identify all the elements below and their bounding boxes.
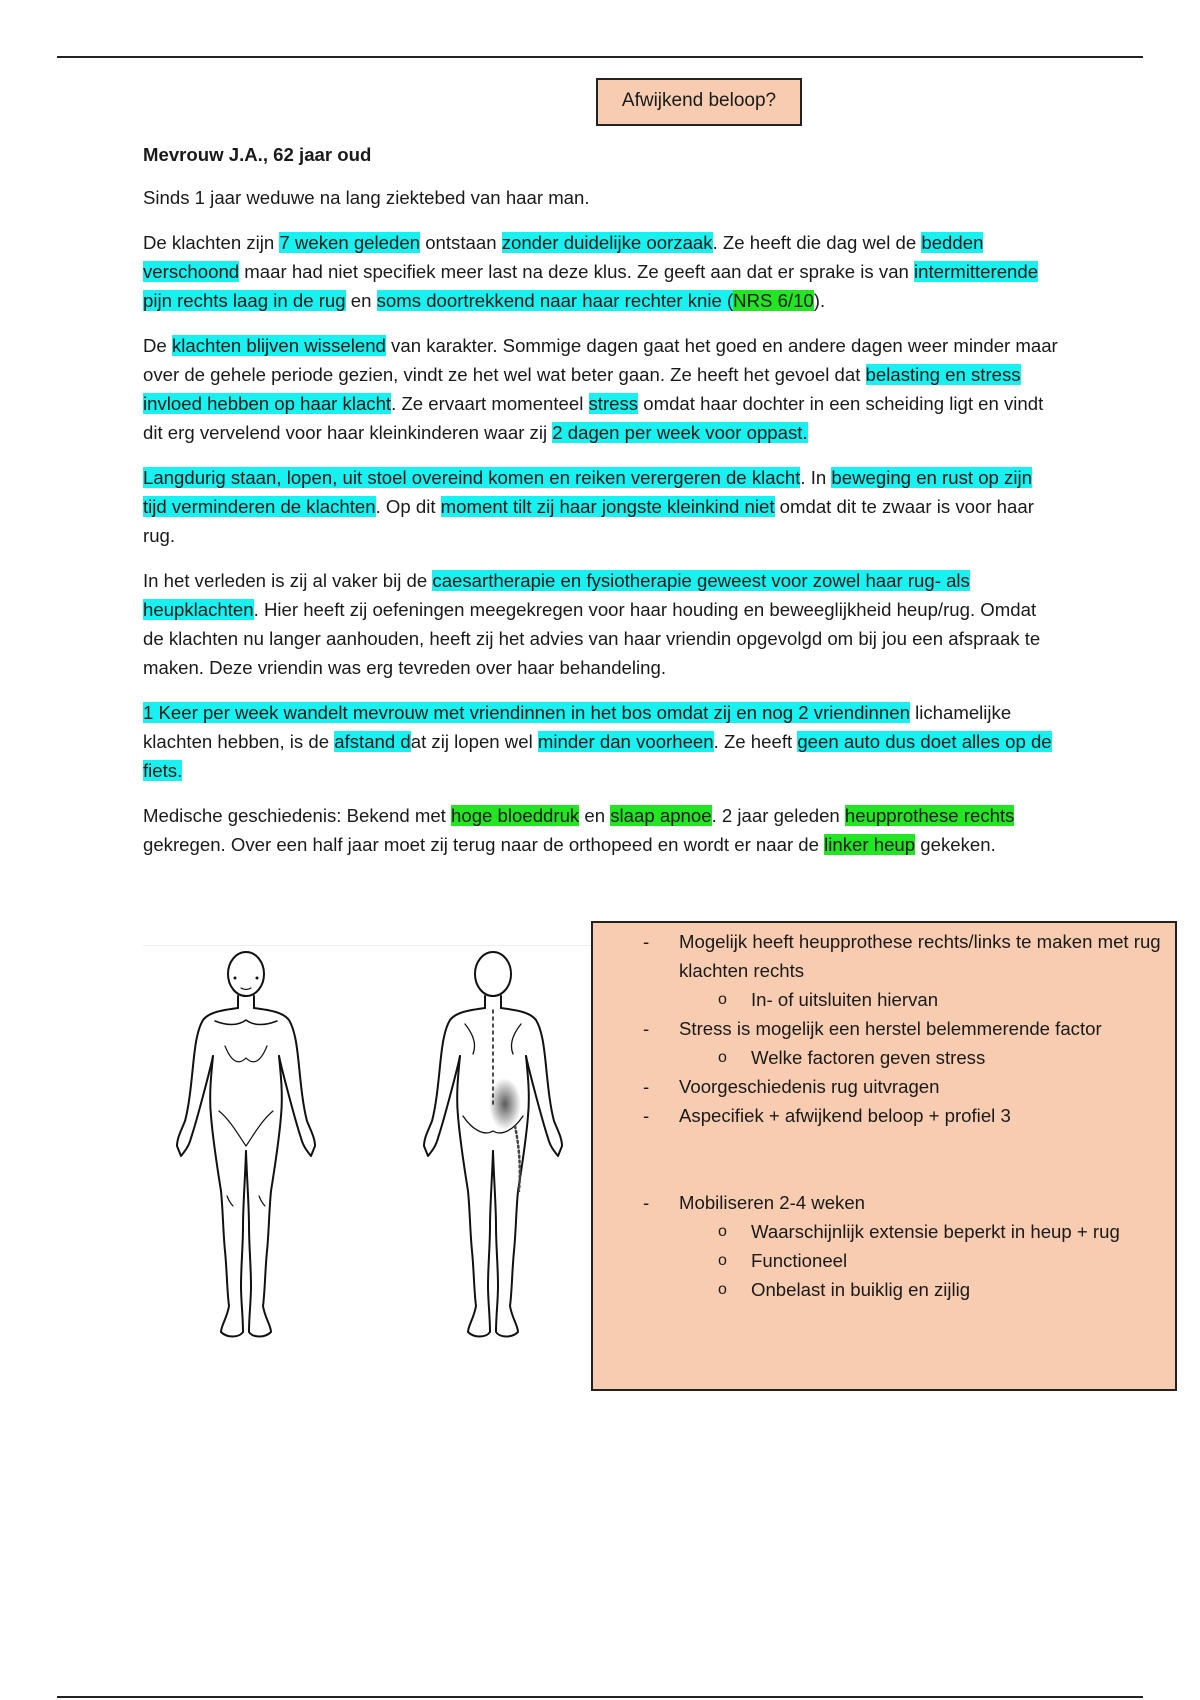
note-spacer — [593, 1130, 1175, 1188]
front-body-figure — [177, 952, 315, 1337]
highlight-green: slaap apnoe — [610, 805, 712, 826]
highlight: zonder duidelijke oorzaak — [501, 232, 713, 253]
highlight: belasting en stress invloed hebben op haar klacht — [143, 364, 1021, 414]
note-item: - Voorgeschiedenis rug uitvragen — [593, 1072, 1175, 1101]
highlight: beweging en rust op zijn tijd verminderen de klachten — [143, 467, 1032, 517]
case-text — [143, 140, 1058, 875]
highlight-green: NRS 6/10 — [733, 290, 814, 311]
text: omdat haar dochter in een scheiding ligt en vindt dit erg vervelend voor haar kleinkinderen waar zij — [143, 393, 1044, 443]
text: In het verleden is zij al vaker bij de — [143, 570, 433, 591]
body-chart-front-back-icon — [143, 946, 593, 1346]
notes-box — [591, 921, 1177, 1391]
text: ). — [813, 290, 826, 311]
text: omdat dit te zwaar is voor haar rug. — [143, 496, 1034, 546]
text: . Ze heeft — [713, 731, 798, 752]
highlight: geen auto dus doet alles op de fiets. — [143, 731, 1052, 781]
afwijkend-beloop-box — [596, 78, 802, 126]
paragraph-7 — [143, 801, 1058, 859]
highlight: klachten blijven wisselend — [171, 335, 386, 356]
text: . Ze ervaart momenteel — [391, 393, 589, 414]
highlight-green: hoge bloeddruk — [451, 805, 580, 826]
highlight: intermitterende pijn rechts laag in de rug — [143, 261, 1039, 311]
note-subitem: o Functioneel — [593, 1246, 1175, 1275]
bottom-rule — [57, 1696, 1143, 1698]
highlight: Langdurig staan, lopen, uit stoel overeind komen en reiken verergeren de klacht — [143, 467, 801, 488]
text: van karakter. Sommige dagen gaat het goed en andere dagen weer minder maar over de gehele periode gezien, vindt ze het wel wat beter gaan. Ze heeft het gevoel dat — [143, 335, 1058, 385]
note-subitem: o Waarschijnlijk extensie beperkt in heup + rug — [593, 1217, 1175, 1246]
paragraph-1 — [143, 183, 1058, 212]
text: Medische geschiedenis: Bekend met — [143, 805, 452, 826]
text: ontstaan — [420, 232, 502, 253]
paragraph-5 — [143, 566, 1058, 682]
top-rule — [57, 56, 1143, 58]
highlight-green: linker heup — [824, 834, 916, 855]
highlight: caesartherapie en fysiotherapie geweest voor zowel haar rug- als heupklachten — [143, 570, 970, 620]
note-subitem: o In- of uitsluiten hiervan — [593, 985, 1175, 1014]
notes-list — [593, 927, 1175, 1304]
text: en — [579, 805, 611, 826]
highlight: bedden verschoond — [143, 232, 984, 282]
paragraph-6 — [143, 698, 1058, 785]
text: maar had niet specifiek meer last na deze klus. Ze geeft aan dat er sprake is van — [239, 261, 915, 282]
note-item: - Mobiliseren 2-4 weken — [593, 1188, 1175, 1217]
note-subitem: o Welke factoren geven stress — [593, 1043, 1175, 1072]
text: . In — [800, 467, 832, 488]
note-item: - Stress is mogelijk een herstel belemmerende factor — [593, 1014, 1175, 1043]
highlight: afstand d — [334, 731, 411, 752]
text: gekregen. Over een half jaar moet zij terug naar de orthopeed en wordt er naar de — [143, 834, 825, 855]
highlight: 2 dagen per week voor oppast. — [552, 422, 808, 443]
highlight: minder dan voorheen — [537, 731, 714, 752]
highlight: 7 weken geleden — [279, 232, 421, 253]
highlight: soms doortrekkend naar haar rechter knie — [376, 290, 722, 311]
highlight: stress — [588, 393, 639, 414]
text: De klachten zijn — [143, 232, 280, 253]
text: . Hier heeft zij oefeningen meegekregen voor haar houding en beweeglijkheid heup/rug. Omdat de klachten nu langer aanhouden, heeft zij het advies van haar vriendin opgevolgd om bij jou een afspraak te maken. Deze vriendin was erg tevreden over haar behandeling. — [143, 599, 1041, 678]
body-chart-figure — [143, 945, 593, 1346]
text: . 2 jaar geleden — [711, 805, 845, 826]
note-item: - Mogelijk heeft heupprothese rechts/links te maken met rug klachten rechts — [593, 927, 1175, 985]
patient-heading: Mevrouw J.A., 62 jaar oud — [143, 144, 372, 165]
highlight: moment tilt zij haar jongste kleinkind niet — [440, 496, 775, 517]
note-subitem: o Onbelast in buiklig en zijlig — [593, 1275, 1175, 1304]
paragraph-4 — [143, 463, 1058, 550]
highlight: ( — [721, 290, 734, 311]
text: . Op dit — [375, 496, 441, 517]
text: at zij lopen wel — [410, 731, 538, 752]
text: . Ze heeft die dag wel de — [712, 232, 922, 253]
afwijkend-beloop-label: Afwijkend beloop? — [621, 90, 777, 111]
paragraph-3 — [143, 331, 1058, 447]
paragraph-2 — [143, 228, 1058, 315]
text: lichamelijke klachten hebben, is de — [143, 702, 1012, 752]
text: De — [143, 335, 172, 356]
note-item: - Aspecifiek + afwijkend beloop + profiel 3 — [593, 1101, 1175, 1130]
highlight-green: heupprothese rechts — [844, 805, 1015, 826]
text: gekeken. — [915, 834, 996, 855]
text: Sinds 1 jaar weduwe na lang ziektebed van haar man. — [143, 187, 590, 208]
back-body-figure — [424, 952, 562, 1337]
highlight: 1 Keer per week wandelt mevrouw met vriendinnen in het bos omdat zij en nog 2 vriendinnen — [143, 702, 910, 723]
text: en — [345, 290, 377, 311]
